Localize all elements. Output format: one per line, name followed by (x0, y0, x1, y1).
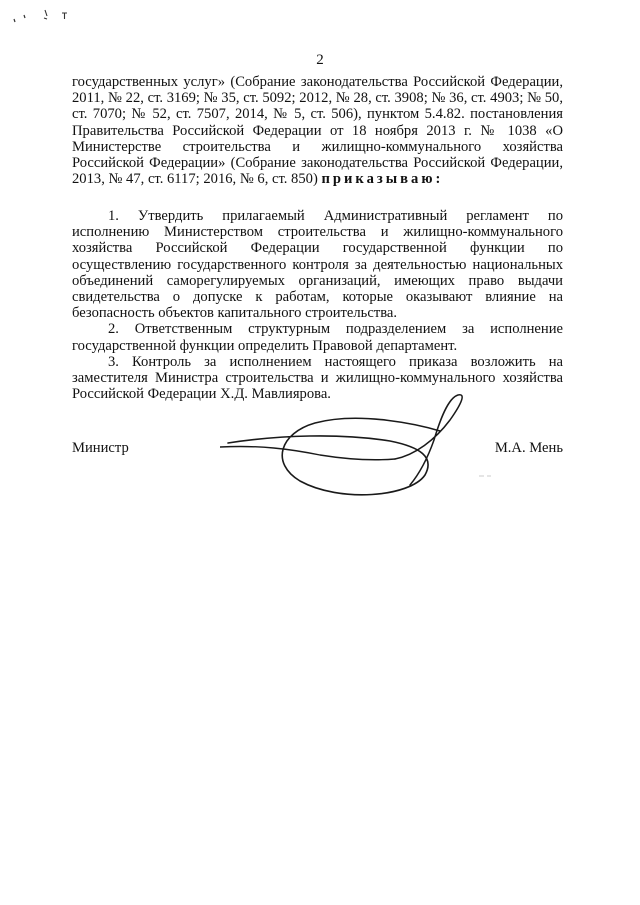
signer-title: Министр (72, 440, 129, 456)
scan-mark (478, 474, 492, 478)
order-item-2: 2. Ответственным структурным подразделением за исполнение государственной функции определить Правовой департамент. (72, 321, 563, 354)
preamble-paragraph (72, 74, 563, 187)
order-item-1: 1. Утвердить прилагаемый Административный регламент по исполнению Министерством строительства и жилищно-коммунального хозяйства Российской Федерации государственной функции по осуществлению государственного контроля за деятельностью национальных объединений саморегулируемых организаций, имеющих право выдачи свидетельства о допуске к работам, которые оказывают влияние на безопасность объектов капитального строительства. (72, 208, 563, 322)
preamble-text: государственных услуг» (Собрание законодательства Российской Федерации, 2011, № 22, ст. 3169; № 35, ст. 5092; 2012, № 28, ст. 3908; № 36, ст. 4903; № 50, ст. 7070; № 52, ст. 7507, 2014, № 5, ст. 506), пунктом 5.4.82. постановления Правительства Российской Федерации от 18 ноября 2013 г. № 1038 «О Министерстве строительства и жилищно-коммунального хозяйства Российской Федерации» (Собрание законодательства Российской Федерации, 2013, № 47, ст. 6117; 2016, № 6, ст. 850) (72, 74, 563, 188)
scan-corner-marks (10, 4, 80, 26)
handwritten-signature (220, 385, 480, 510)
signer-name: М.А. Мень (494, 440, 563, 456)
order-word: приказываю: (321, 171, 444, 188)
preamble-block (72, 74, 563, 187)
page-number: 2 (316, 52, 324, 68)
order-item-3: 3. Контроль за исполнением настоящего приказа возложить на заместителя Министра строительства и жилищно-коммунального хозяйства Российской Федерации Х.Д. Мавлиярова. (72, 353, 563, 403)
order-items (72, 208, 563, 402)
